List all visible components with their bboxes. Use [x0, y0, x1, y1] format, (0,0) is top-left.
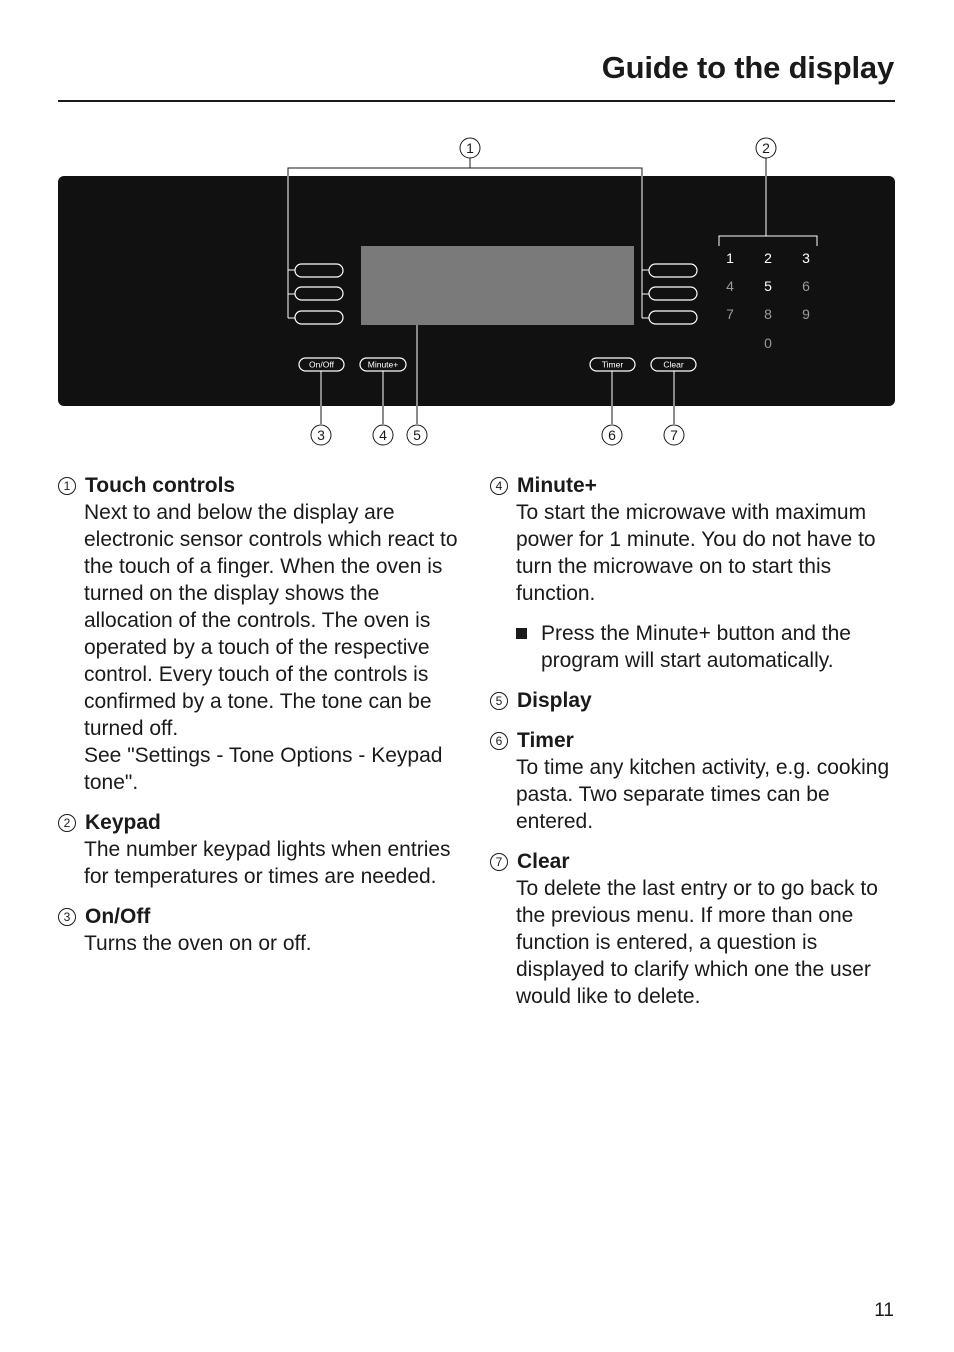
- item-keypad: [58, 809, 468, 890]
- item-body: The number keypad lights when entries for temperatures or times are needed.: [84, 838, 451, 888]
- callout-4: [373, 425, 393, 445]
- svg-text:Minute+: Minute+: [367, 359, 399, 370]
- keypad-digit: 5: [764, 278, 772, 294]
- svg-text:4: 4: [379, 427, 387, 443]
- bullet-text: Press the Minute+ button and the program will start automatically.: [541, 622, 851, 672]
- item-body: Next to and below the display are electronic sensor controls which react to the touch of a finger. When the oven is turned on the display shows the allocation of the controls. The oven is operated by a touch of the respective control. Every touch of the controls is confirmed by a tone. The tone can be turned off.: [84, 501, 458, 740]
- item-number: 5: [490, 692, 508, 710]
- callout-1: [460, 138, 480, 158]
- item-number: 7: [490, 853, 508, 871]
- item-body: Turns the oven on or off.: [84, 932, 312, 955]
- callout-7: [664, 425, 684, 445]
- display-screen: [361, 246, 634, 325]
- svg-text:Clear: Clear: [663, 359, 684, 370]
- page-title: Guide to the display: [601, 50, 894, 85]
- item-number: 3: [58, 908, 76, 926]
- item-number: 6: [490, 732, 508, 750]
- svg-text:2: 2: [762, 140, 770, 156]
- svg-text:Timer: Timer: [601, 359, 624, 370]
- keypad-digit: 3: [802, 250, 810, 266]
- keypad-digit: 1: [726, 250, 734, 266]
- item-number: 1: [58, 477, 76, 495]
- item-touch-controls: [58, 472, 468, 796]
- item-timer: [490, 727, 900, 835]
- keypad-digit: 6: [802, 278, 810, 294]
- item-title: Clear: [517, 850, 570, 873]
- svg-text:7: 7: [670, 427, 678, 443]
- item-number: 4: [490, 477, 508, 495]
- keypad-digit: 0: [764, 335, 772, 351]
- left-column: [58, 472, 468, 970]
- callout-3: [311, 425, 331, 445]
- right-column: [490, 472, 900, 1023]
- svg-text:5: 5: [413, 427, 421, 443]
- item-title: Touch controls: [85, 474, 236, 497]
- item-title: Keypad: [85, 811, 161, 834]
- svg-text:On/Off: On/Off: [309, 359, 334, 370]
- bullet-item: [490, 620, 900, 674]
- callout-6: [602, 425, 622, 445]
- item-number: 2: [58, 814, 76, 832]
- item-title: On/Off: [85, 905, 151, 928]
- page-number: 11: [874, 1300, 894, 1321]
- item-on-off: [58, 903, 468, 957]
- item-body: To delete the last entry or to go back to the previous menu. If more than one function is entered, a question is displayed to clarify which one the user would like to delete.: [516, 877, 878, 1008]
- keypad-digit: 7: [726, 306, 734, 322]
- item-body: To time any kitchen activity, e.g. cooking pasta. Two separate times can be entered.: [516, 756, 890, 833]
- item-title: Minute+: [517, 474, 597, 497]
- callout-5: [407, 425, 427, 445]
- keypad-digit: 9: [802, 306, 810, 322]
- control-panel-figure: [0, 0, 954, 460]
- svg-text:6: 6: [608, 427, 616, 443]
- item-title: Display: [517, 689, 592, 712]
- callout-2: [756, 138, 776, 158]
- keypad-digit: 2: [764, 250, 772, 266]
- item-body: To start the microwave with maximum power for 1 minute. You do not have to turn the microwave on to start this function.: [516, 501, 876, 605]
- square-bullet-icon: [516, 628, 527, 639]
- item-body-reference: See "Settings - Tone Options - Keypad tone".: [84, 744, 443, 794]
- keypad-digit: 8: [764, 306, 772, 322]
- keypad-digit: 4: [726, 278, 734, 294]
- item-minute-plus: [490, 472, 900, 674]
- svg-text:3: 3: [317, 427, 325, 443]
- svg-text:1: 1: [466, 140, 474, 156]
- item-clear: [490, 848, 900, 1010]
- item-title: Timer: [517, 729, 574, 752]
- item-display: [490, 687, 900, 714]
